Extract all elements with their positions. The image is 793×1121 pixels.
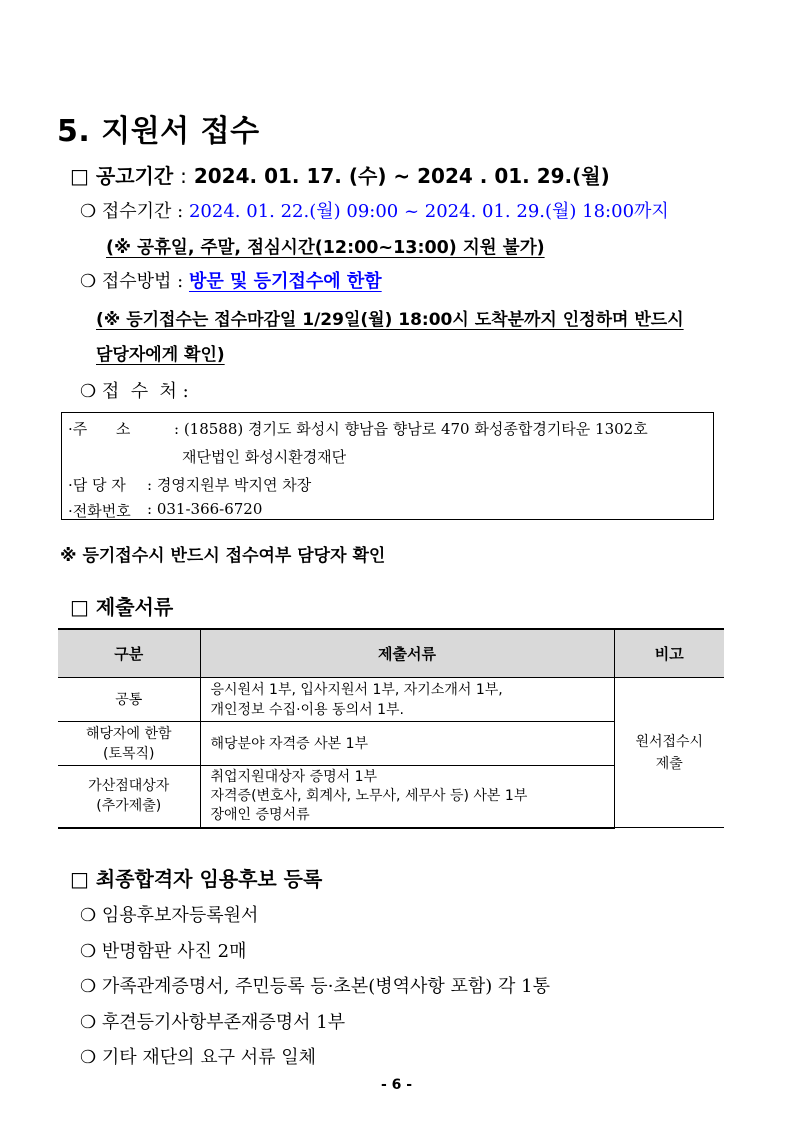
final-heading	[70, 863, 322, 892]
checkbox-square-icon: □	[70, 867, 89, 891]
final-item-text: 반명함판 사진 2매	[101, 941, 247, 962]
items-cell	[200, 766, 614, 828]
person-value: : 경영지원부 박지연 차장	[147, 476, 312, 494]
receipt-place-line	[80, 377, 189, 403]
receipt-period-colon: :	[177, 201, 184, 222]
remark-line2: 제출	[655, 755, 683, 772]
category-sublabel: (추가제출)	[96, 798, 162, 815]
circle-bullet-icon: ❍	[80, 1012, 97, 1033]
circle-bullet-icon: ❍	[80, 905, 97, 926]
circle-bullet-icon: ❍	[80, 941, 97, 962]
registered-note: ※ 등기접수시 반드시 접수여부 담당자 확인	[60, 546, 386, 566]
final-item	[80, 1043, 316, 1069]
documents-heading	[70, 591, 173, 620]
final-item-text: 기타 재단의 요구 서류 일체	[101, 1047, 317, 1068]
final-item	[80, 1008, 345, 1034]
page-number: - 6 -	[380, 1077, 413, 1093]
final-item-text: 임용후보자등록원서	[101, 905, 259, 926]
document-item: 취업지원대상자 증명서 1부	[210, 768, 378, 785]
remark-cell	[614, 678, 724, 828]
circle-bullet-icon: ❍	[80, 1047, 97, 1068]
category-label: 해당자에 한함	[85, 725, 172, 742]
document-item: 자격증(변호사, 회계사, 노무사, 세무사 등) 사본 1부	[210, 787, 528, 804]
final-item	[80, 901, 258, 927]
final-item	[80, 972, 550, 998]
checkbox-square-icon: □	[70, 595, 89, 619]
notice-period-colon: :	[180, 164, 187, 188]
document-item: 개인정보 수집·이용 동의서 1부.	[210, 701, 404, 718]
receipt-place-colon: :	[182, 381, 189, 402]
checkbox-square-icon: □	[70, 164, 89, 188]
column-header: 비고	[614, 629, 724, 678]
phone-label: ·전화번호	[68, 502, 131, 520]
contact-info-box	[61, 412, 714, 520]
address-line2: 재단법인 화성시환경재단	[182, 448, 347, 466]
items-cell	[200, 722, 614, 766]
notice-period-value: 2024. 01. 17. (수) ~ 2024 . 01. 29.(월)	[193, 164, 610, 188]
document-item: 응시원서 1부, 입사지원서 1부, 자기소개서 1부,	[210, 681, 503, 698]
table-row	[58, 678, 724, 722]
category-label: 공통	[115, 691, 143, 708]
receipt-period-label: 접수기간	[101, 201, 172, 222]
receipt-period-note: (※ 공휴일, 주말, 점심시간(12:00~13:00) 지원 불가)	[106, 238, 545, 258]
category-cell	[58, 678, 200, 722]
receipt-method-value: 방문 및 등기접수에 한함	[188, 271, 382, 292]
receipt-method-note-line1: (※ 등기접수는 접수마감일 1/29일(월) 18:00시 도착분까지 인정하며 반드시	[96, 310, 684, 330]
document-item: 장애인 증명서류	[210, 806, 310, 823]
column-header: 제출서류	[200, 629, 614, 678]
circle-bullet-icon: ❍	[80, 976, 97, 997]
section-title: 5. 지원서 접수	[57, 114, 260, 149]
remark-line1: 원서접수시	[635, 733, 704, 750]
final-item-text: 후견등기사항부존재증명서 1부	[101, 1012, 346, 1033]
receipt-method-label: 접수방법	[101, 271, 172, 292]
circle-bullet-icon: ❍	[80, 381, 97, 402]
column-header: 구분	[58, 629, 200, 678]
receipt-method-colon: :	[177, 271, 184, 292]
receipt-period-value: 2024. 01. 22.(월) 09:00 ~ 2024. 01. 29.(월) 18:00까지	[188, 201, 669, 222]
receipt-method-line	[80, 267, 382, 293]
final-title: 최종합격자 임용후보 등록	[95, 867, 323, 891]
table-header-row	[58, 629, 724, 678]
items-cell	[200, 678, 614, 722]
final-item	[80, 937, 247, 963]
notice-period-line	[70, 160, 610, 189]
final-item-text: 가족관계증명서, 주민등록 등·초본(병역사항 포함) 각 1통	[101, 976, 550, 997]
category-label: 가산점대상자	[88, 778, 170, 795]
circle-bullet-icon: ❍	[80, 201, 97, 222]
circle-bullet-icon: ❍	[80, 271, 97, 292]
documents-table	[58, 628, 724, 829]
category-cell	[58, 766, 200, 828]
receipt-period-line	[80, 197, 669, 223]
person-label: ·담 당 자	[68, 476, 126, 494]
address-label: ·주 소	[68, 420, 131, 438]
documents-title: 제출서류	[95, 595, 174, 619]
category-cell	[58, 722, 200, 766]
phone-value: : 031-366-6720	[147, 500, 263, 518]
notice-period-label: 공고기간	[95, 164, 174, 188]
document-item: 해당분야 자격증 사본 1부	[210, 735, 368, 752]
receipt-method-note-line2: 담당자에게 확인)	[96, 345, 225, 365]
category-sublabel: (토목직)	[103, 745, 155, 762]
address-value: : (18588) 경기도 화성시 향남읍 향남로 470 화성종합경기타운 1302호	[174, 420, 648, 438]
receipt-place-label: 접 수 처	[101, 381, 177, 402]
